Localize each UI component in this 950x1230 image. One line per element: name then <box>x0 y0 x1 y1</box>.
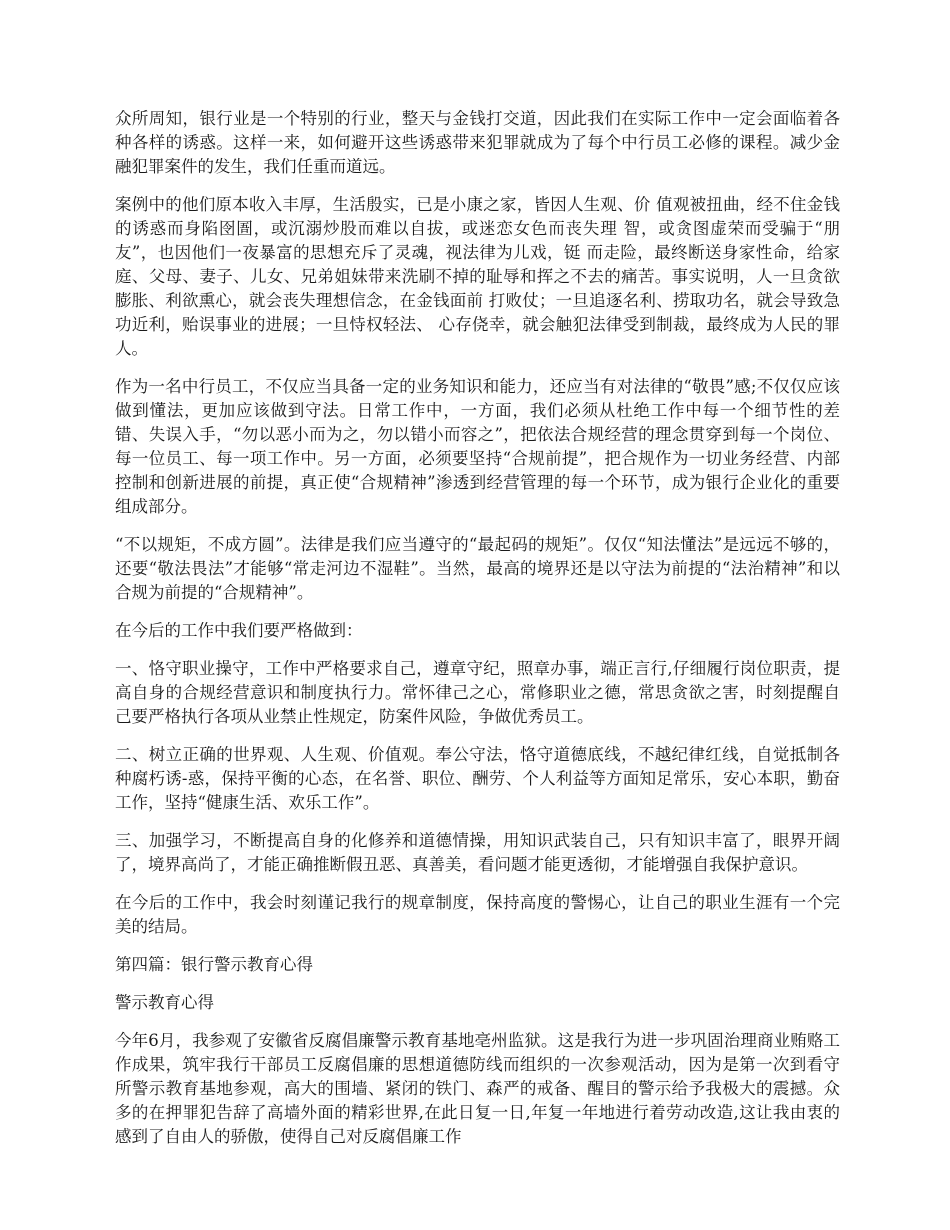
paragraph-employee-duty: 作为一名中行员工，不仅应当具备一定的业务知识和能力，还应当有对法律的“敬畏”感;不仅仅应该做到懂法，更加应该做到守法。日常工作中，一方面，我们必须从杜绝工作中每一个细节性的差错、失误入手，“勿以恶小而为之，勿以错小而容之”，把依法合规经营的理念贯穿到每一个岗位、每一位员工、每一项工作中。另一方面，必须要坚持“合规前提”，把合规作为一切业务经营、内部控制和创新进展的前提，真正使“合规精神”渗透到经营管理的每一个环节，成为银行企业化的重要组成部分。 <box>115 377 840 516</box>
paragraph-intro: 众所周知，银行业是一个特别的行业，整天与金钱打交道，因此我们在实际工作中一定会面临着各种各样的诱惑。这样一来，如何避开这些诱惑带来犯罪就成为了每个中行员工必修的课程。减少金融犯罪案件的发生，我们任重而道远。 <box>115 109 840 176</box>
document-page <box>115 107 840 1163</box>
paragraph-commitments-intro: 在今后的工作中我们要严格做到： <box>115 621 363 640</box>
paragraph-commitment-2: 二、树立正确的世界观、人生观、价值观。奉公守法，恪守道德底线，不越纪律红线，自觉抵制各种腐朽诱-惑，保持平衡的心态，在名誉、职位、酬劳、个人利益等方面知足常乐，安心本职，勤奋工作，坚持“健康生活、欢乐工作”。 <box>115 745 840 812</box>
section-title: 第四篇：银行警示教育心得 <box>115 955 313 974</box>
paragraph-cases: 案例中的他们原本收入丰厚，生活殷实，已是小康之家，皆因人生观、价 值观被扭曲，经不住金钱的诱惑而身陷囹圄，或沉溺炒股而难以自拔，或迷恋女色而丧失理 智，或贪图虚荣而受骗于“朋友”，也因他们一夜暴富的思想充斥了灵魂，视法律为儿戏，铤 而走险，最终断送身家性命，给家庭、父母、妻子、儿女、兄弟姐妹带来洗刷不掉的耻辱和挥之不去的痛苦。事实说明，人一旦贪欲膨胀、利欲熏心，就会丧失理想信念，在金钱面前 打败仗；一旦追逐名利、捞取功名，就会导致急功近利，贻误事业的进展；一旦恃权轻法、 心存侥幸，就会触犯法律受到制裁，最终成为人民的罪人。 <box>115 195 840 358</box>
section-subtitle: 警示教育心得 <box>115 993 214 1012</box>
paragraph-conclusion: 在今后的工作中，我会时刻谨记我行的规章制度，保持高度的警惕心，让自己的职业生涯有一个完美的结局。 <box>115 893 840 936</box>
paragraph-visit: 今年6月，我参观了安徽省反腐倡廉警示教育基地亳州监狱。这是我行为进一步巩固治理商业贿赂工作成果，筑牢我行干部员工反腐倡廉的思想道德防线而组织的一次参观活动，因为是第一次到看守所警示教育基地参观，高大的围墙、紧闭的铁门、森严的戒备、醒目的警示给予我极大的震撼。众多的在押罪犯告辞了高墙外面的精彩世界,在此日复一日,年复一年地进行着劳动改造,这让我由衷的感到了自由人的骄傲，使得自己对反腐倡廉工作 <box>115 1031 840 1146</box>
paragraph-commitment-1: 一、恪守职业操守，工作中严格要求自己，遵章守纪，照章办事，端正言行,仔细履行岗位职责，提高自身的合规经营意识和制度执行力。常怀律己之心，常修职业之德，常思贪欲之害，时刻提醒自己要严格执行各项从业禁止性规定，防案件风险，争做优秀员工。 <box>115 659 840 726</box>
paragraph-commitment-3: 三、加强学习，不断提高自身的化修养和道德情操，用知识武装自己，只有知识丰富了，眼界开阔了，境界高尚了，才能正确推断假丑恶、真善美，看问题才能更透彻，才能增强自我保护意识。 <box>115 831 840 874</box>
paragraph-rules: “不以规矩，不成方圆”。法律是我们应当遵守的“最起码的规矩”。仅仅“知法懂法”是远远不够的，还要“敬法畏法”才能够“常走河边不湿鞋”。当然，最高的境界还是以守法为前提的“法治精神”和以合规为前提的“合规精神”。 <box>115 535 840 602</box>
